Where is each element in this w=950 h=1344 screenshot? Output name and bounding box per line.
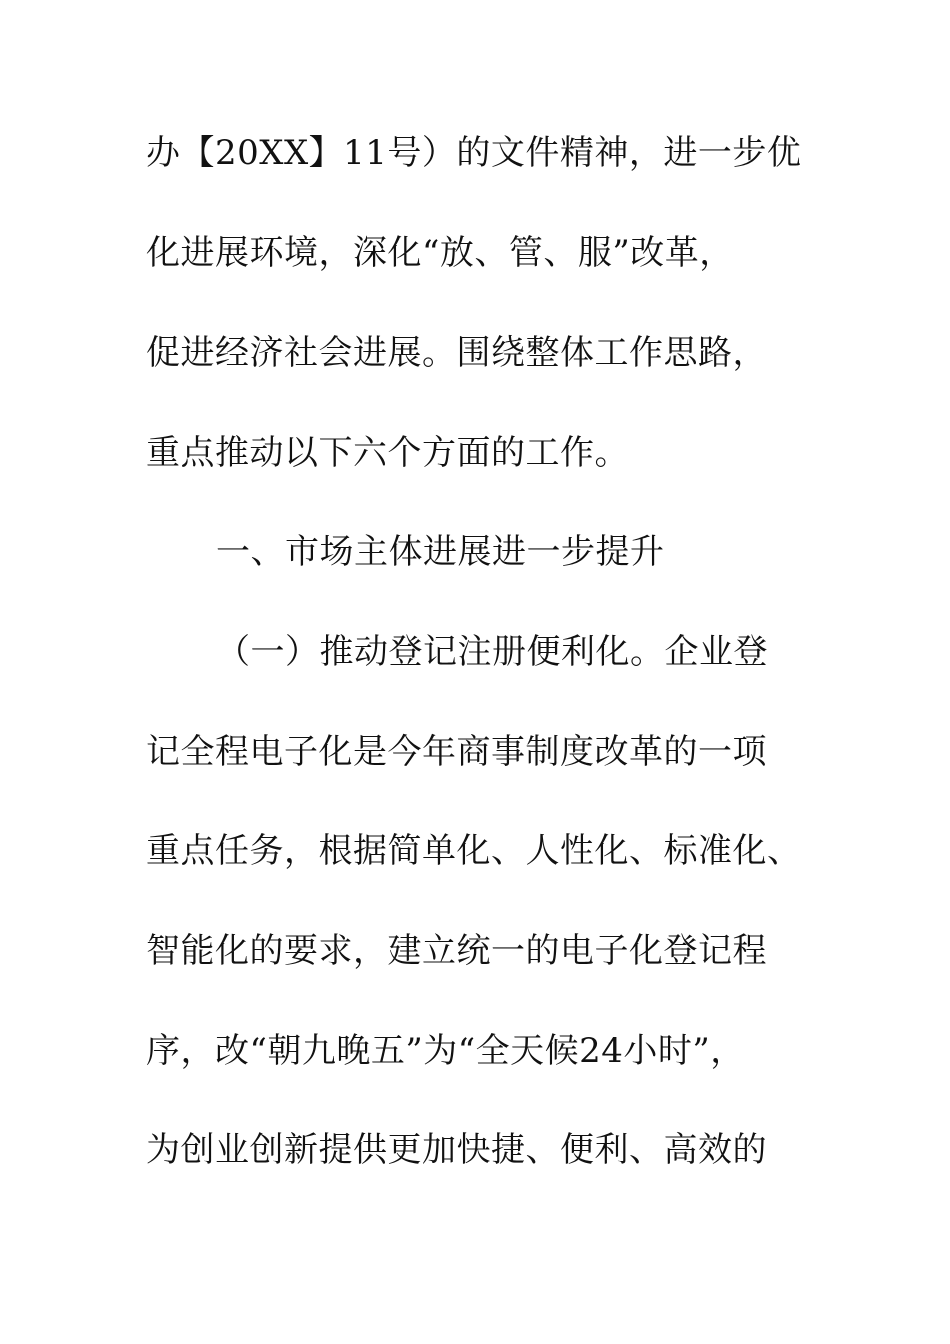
paragraph-line: 重点任务，根据简单化、人性化、标准化、 (146, 831, 802, 871)
section-heading: 一、市场主体进展进一步提升 (216, 532, 665, 572)
subsection-heading-line: （一）推动登记注册便利化。企业登 (216, 632, 768, 672)
paragraph-line: 促进经济社会进展。围绕整体工作思路， (146, 333, 767, 373)
paragraph-line: 重点推动以下六个方面的工作。 (146, 433, 629, 473)
paragraph-line: 智能化的要求，建立统一的电子化登记程 (146, 931, 767, 971)
paragraph-line: 办【20XX】11号）的文件精神，进一步优 (146, 133, 802, 173)
paragraph-line: 序，改“朝九晚五”为“全天候24小时”， (146, 1031, 745, 1071)
paragraph-line: 化进展环境，深化“放、管、服”改革， (146, 233, 734, 273)
paragraph-line: 为创业创新提供更加快捷、便利、高效的 (146, 1130, 767, 1170)
paragraph-line: 记全程电子化是今年商事制度改革的一项 (146, 732, 767, 772)
